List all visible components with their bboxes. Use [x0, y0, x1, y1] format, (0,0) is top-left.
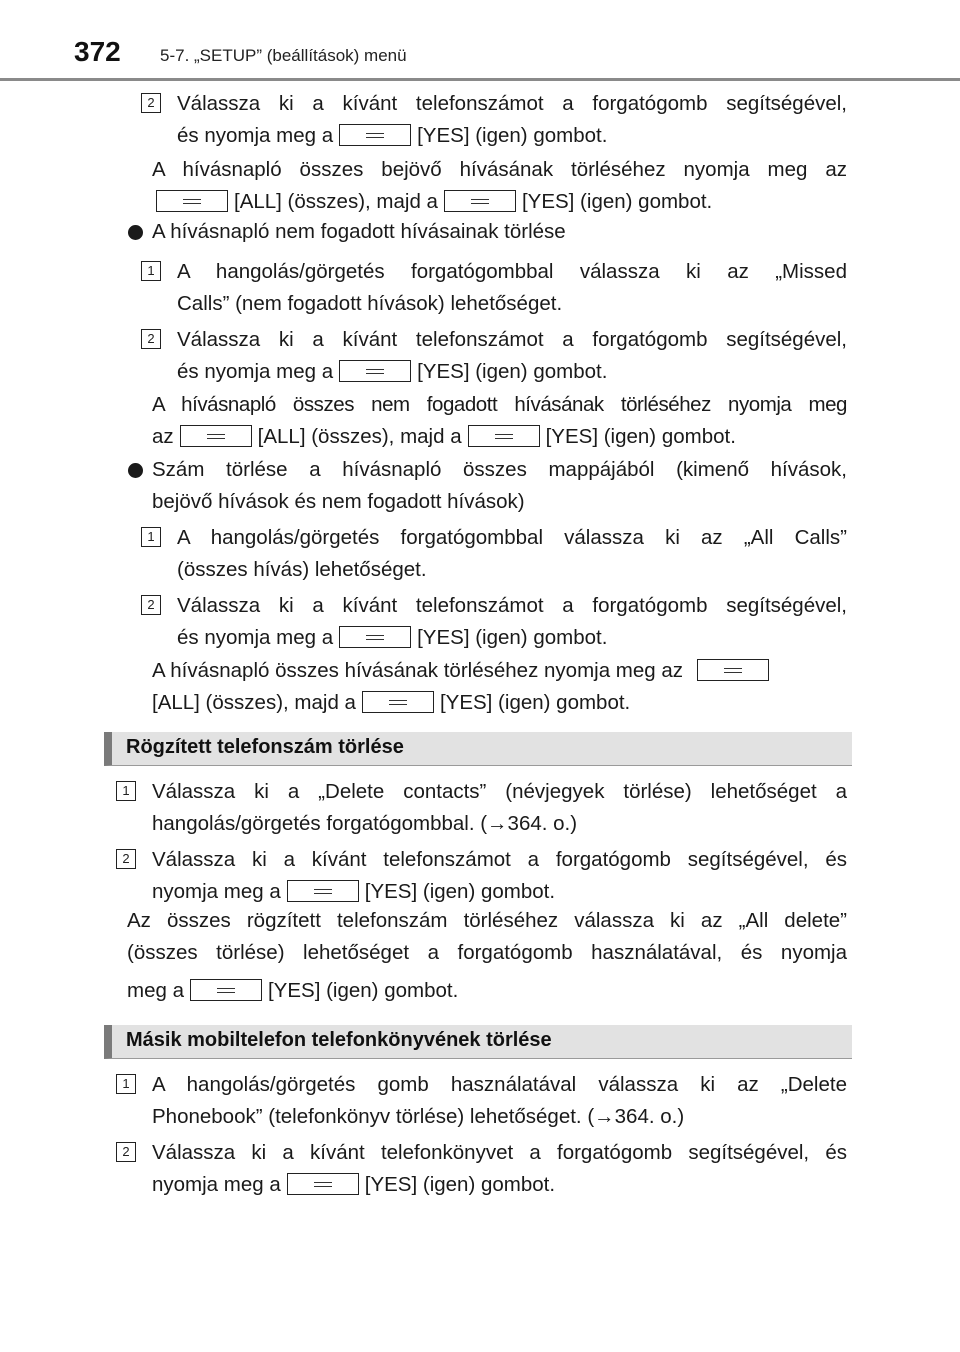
- page-number: 372: [74, 36, 121, 67]
- section-title: Rögzített telefonszám törlése: [126, 736, 404, 758]
- bullet-heading: Szám törlése a hívásnapló összes mappájából (kimenő hívások, bejövő hívások és nem fogadott hívások): [152, 458, 847, 513]
- step-text: A hangolás/görgetés forgatógombbal válassza ki az „Missed Calls” (nem fogadott hívások) lehetőséget.: [177, 260, 847, 315]
- all-button-icon: [156, 190, 228, 212]
- note-text: A hívásnapló összes hívásának törléséhez nyomja meg az [ALL] (összes), majd a [YES] (igen) gombot.: [152, 655, 847, 719]
- section-header: [104, 1025, 852, 1059]
- chapter-title: 5-7. „SETUP” (beállítások) menü: [160, 46, 407, 65]
- step-badge-2: 2: [116, 1142, 136, 1162]
- step-text: Válassza ki a kívánt telefonszámot a forgatógomb segítségével, és nyomja meg a [YES] (igen) gombot.: [177, 92, 847, 147]
- yes-button-icon: [362, 691, 434, 713]
- step-text: Válassza ki a kívánt telefonszámot a forgatógomb segítségével, és nyomja meg a [YES] (igen) gombot.: [177, 594, 847, 649]
- section-header: [104, 732, 852, 766]
- all-button-icon: [180, 425, 252, 447]
- step-badge-1: 1: [141, 527, 161, 547]
- yes-button-icon: [287, 1173, 359, 1195]
- note-text: A hívásnapló összes nem fogadott hívásának törléséhez nyomja meg az [ALL] (összes), majd a [YES] (igen) gombot.: [152, 393, 847, 448]
- yes-button-icon: [339, 124, 411, 146]
- bullet-icon: [128, 225, 143, 240]
- step-text: A hangolás/görgetés gomb használatával válassza ki az „Delete Phonebook” (telefonkönyv törlése) lehetőséget. (→364. o.): [152, 1073, 847, 1128]
- section-title: Másik mobiltelefon telefonkönyvének törlése: [126, 1029, 552, 1051]
- all-button-icon: [697, 659, 769, 681]
- step-badge-1: 1: [141, 261, 161, 281]
- step-badge-1: 1: [116, 1074, 136, 1094]
- bullet-heading: A hívásnapló nem fogadott hívásainak törlése: [152, 220, 566, 243]
- step-text: A hangolás/görgetés forgatógombbal válassza ki az „All Calls” (összes hívás) lehetőséget.: [177, 526, 847, 581]
- step-text: Válassza ki a kívánt telefonszámot a forgatógomb segítségével, és nyomja meg a [YES] (igen) gombot.: [152, 848, 847, 903]
- yes-button-icon: [444, 190, 516, 212]
- step-badge-2: 2: [141, 93, 161, 113]
- bullet-icon: [128, 463, 143, 478]
- step-text: Válassza ki a „Delete contacts” (névjegyek törlése) lehetőséget a hangolás/görgetés forgatógombbal. (→364. o.): [152, 780, 847, 835]
- step-badge-2: 2: [141, 329, 161, 349]
- yes-button-icon: [287, 880, 359, 902]
- note-text: A hívásnapló összes bejövő hívásának törléséhez nyomja meg az [ALL] (összes), majd a [YES] (igen) gombot.: [152, 158, 847, 213]
- yes-button-icon: [190, 979, 262, 1001]
- step-badge-2: 2: [141, 595, 161, 615]
- note-text: Az összes rögzített telefonszám törléséhez válassza ki az „All delete” (összes törlése) lehetőséget a forgatógomb használatával, és nyomja meg a [YES] (igen) gombot.: [127, 909, 847, 1002]
- page-header: [0, 0, 960, 80]
- step-text: Válassza ki a kívánt telefonszámot a forgatógomb segítségével, és nyomja meg a [YES] (igen) gombot.: [177, 328, 847, 383]
- step-badge-1: 1: [116, 781, 136, 801]
- yes-button-icon: [339, 360, 411, 382]
- yes-button-icon: [468, 425, 540, 447]
- yes-button-icon: [339, 626, 411, 648]
- header-divider: [0, 78, 960, 81]
- step-text: Válassza ki a kívánt telefonkönyvet a forgatógomb segítségével, és nyomja meg a [YES] (igen) gombot.: [152, 1141, 847, 1196]
- step-badge-2: 2: [116, 849, 136, 869]
